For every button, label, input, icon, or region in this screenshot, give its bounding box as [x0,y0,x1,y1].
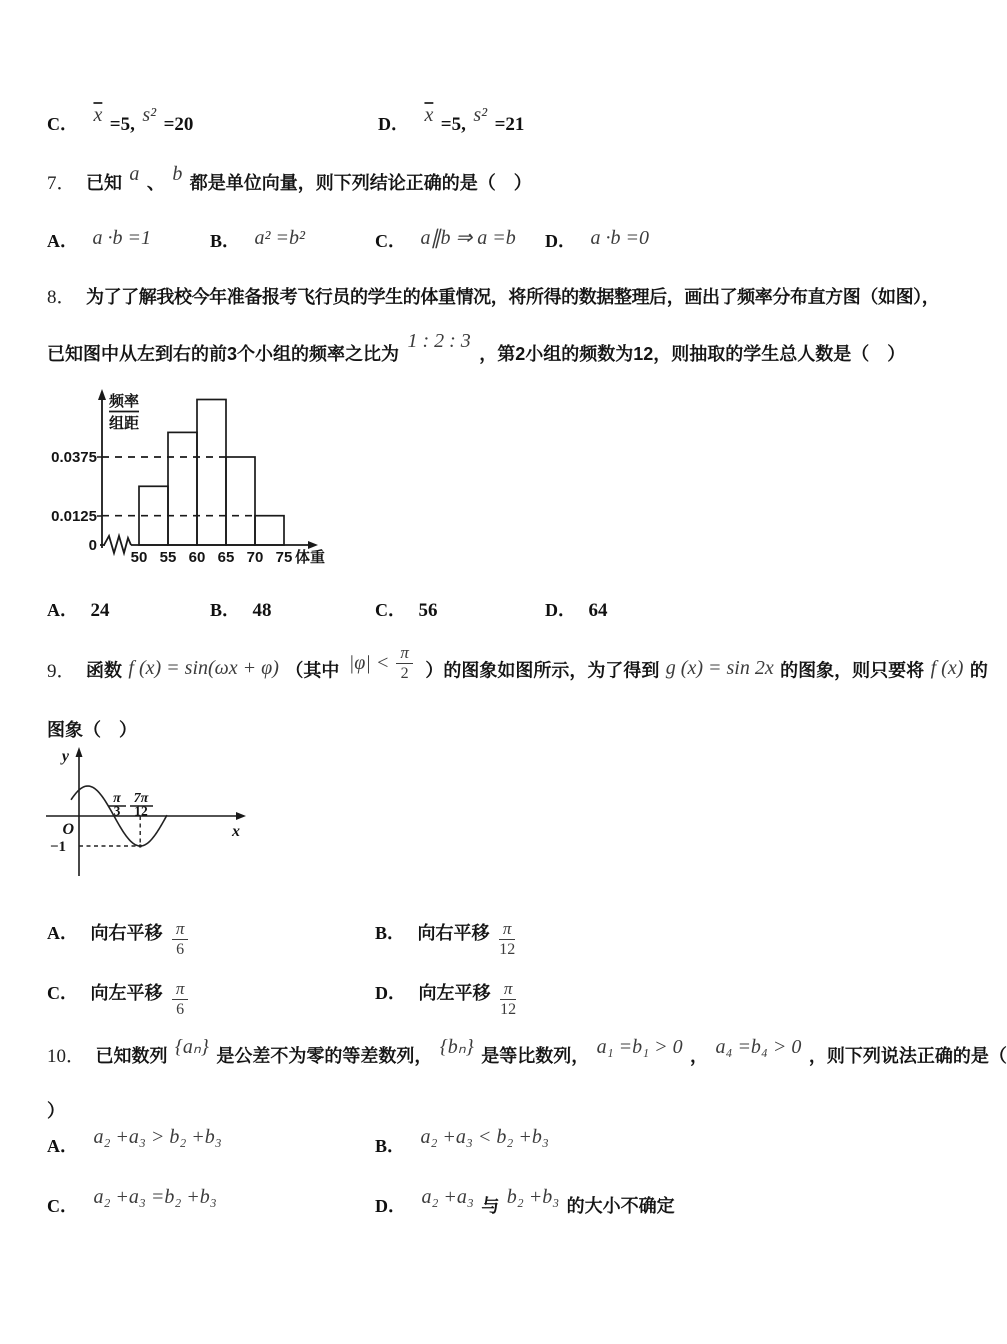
q8-stem-line2-post: ，第2小组的频数为12，则抽取的学生总人数是（ ） [479,344,906,364]
svg-text:0.0375: 0.0375 [51,449,97,466]
q10-number: 10． [47,1046,86,1067]
q10-condition-2: a₄ =b₄ > 0 [715,1036,802,1058]
q8-option-a [47,596,109,622]
q6-option-c-letter: C． [47,114,78,134]
q8-option-a-letter: A． [47,600,78,620]
q10-option-a [47,1126,225,1158]
q6-option-c-variance-symbol: s² [142,104,157,126]
svg-text:75: 75 [275,549,293,566]
q9-stem [47,643,988,690]
q10-option-b [375,1126,552,1158]
q8-option-d-letter: D． [545,600,576,620]
question-6-options-row [0,104,950,144]
q9-option-d [375,976,521,1018]
q7-number: 7． [47,173,76,194]
q9-stem-line2-text: 图象（ ） [47,720,137,740]
question-10-stem-row-1 [0,1036,1007,1075]
q7-option-a-formula: a ·b =1 [92,227,151,249]
q6-option-d-mean-value: =5, [440,114,466,135]
sine-tick-pi3-denominator: 3 [113,803,121,819]
q10-t4: ， [690,1046,709,1066]
q7-separator: 、 [146,173,165,193]
q6-option-c [47,104,194,136]
q10-stem-line2 [47,1097,65,1123]
q9-option-d-letter: D． [375,983,406,1004]
q10-stem-line2-text: ） [47,1101,65,1121]
q10-sequence-b: {bₙ} [439,1036,474,1058]
sine-origin-label: O [62,821,74,838]
q9-f-definition: f (x) = sin(ωx + φ) [128,656,279,679]
q8-option-b [210,596,271,622]
svg-text:60: 60 [188,549,206,566]
q9-option-a-letter: A． [47,923,78,944]
q6-option-d-letter: D． [378,114,409,134]
q9-option-c-frac-den: 6 [176,1001,185,1018]
sine-tick-7pi12-numerator: 7π [133,791,149,806]
q10-t3: 是等比数列， [481,1046,590,1066]
q6-option-c-mean-symbol: $\overline{x}$ [93,104,103,126]
hist-xlabel: 体重 [295,549,326,566]
q7-option-c [375,227,518,253]
q9-option-b-fraction [499,920,516,958]
q9-option-b-frac-den: 12 [499,941,516,958]
q7-option-a-letter: A． [47,231,78,251]
question-10-options-row-2 [0,1186,950,1226]
q9-phi-condition [347,644,418,682]
sine-y-axis-arrow-icon [76,747,83,757]
q10-sequence-a: {aₙ} [174,1036,209,1058]
q10-option-c-formula: a₂ +a₃ =b₂ +b₃ [93,1186,217,1208]
q10-option-d-mid-text: 与 [481,1196,500,1216]
svg-text:0: 0 [88,537,97,554]
q9-option-d-frac-den: 12 [500,1001,517,1018]
sine-tick-7pi12-denominator: 12 [134,803,148,819]
q10-t5: ，则下列说法正确的是（ [808,1046,1007,1066]
sine-tick-pi3-numerator: π [113,791,121,806]
q9-option-c-fraction [172,980,189,1018]
sine-figure [36,744,271,894]
hist-y-axis-arrow-icon [98,389,106,400]
q7-stem [47,163,532,195]
q7-option-d [545,227,651,253]
q7-option-c-letter: C． [375,231,406,251]
q9-option-b [375,916,520,958]
q7-option-d-letter: D． [545,231,576,251]
q8-option-c-value: 56 [418,600,438,621]
sine-minus1-label: −1 [49,839,66,855]
q8-number: 8． [47,287,76,308]
q7-stem-post: 都是单位向量，则下列结论正确的是（ ） [189,173,532,193]
q9-number: 9． [47,660,76,682]
question-7-stem-row [0,163,950,202]
q8-option-b-value: 48 [252,600,272,621]
histogram-figure [51,386,356,586]
q9-option-a-frac-num: π [172,920,189,940]
q9-option-c-letter: C． [47,983,78,1004]
q10-stem [47,1036,1007,1068]
svg-text:70: 70 [246,549,264,566]
q9-option-d-fraction [500,980,517,1018]
q7-option-d-formula: a ·b =0 [590,227,649,249]
q9-phi-fraction [396,644,413,682]
question-8-options-row [0,596,950,630]
q8-option-d [545,596,607,622]
q7-option-b-letter: B． [210,231,241,251]
hist-axis-break-icon [104,536,131,553]
sine-y-label: y [61,748,69,765]
q8-option-c [375,596,437,622]
question-9-options-row-1 [0,916,950,958]
q8-option-b-letter: B． [210,600,241,620]
q7-vector-a: a [129,163,140,185]
hist-ylabel-numerator: 频率 [108,393,140,410]
q6-option-d [378,104,525,136]
q10-option-d [375,1186,675,1218]
q8-option-a-value: 24 [90,600,110,621]
q7-stem-pre: 已知 [85,173,122,193]
q10-option-a-formula: a₂ +a₃ > b₂ +b₃ [93,1126,222,1148]
q10-option-d-letter: D． [375,1196,406,1216]
q9-option-b-frac-num: π [499,920,516,940]
q10-option-d-formula-right: b₂ +b₃ [506,1186,560,1208]
q10-t2: 是公差不为零的等差数列， [216,1046,433,1066]
q10-condition-1: a₁ =b₁ > 0 [596,1036,683,1058]
q6-option-d-variance-value: =21 [494,114,525,135]
question-10-options-row-1 [0,1126,950,1166]
q7-option-b-formula: a² =b² [254,227,305,249]
q9-phi-fraction-numerator: π [396,644,413,664]
q9-phi-abs: |φ| < [348,651,390,674]
svg-text:55: 55 [159,549,177,566]
q9-t1: 函数 [85,660,122,681]
q9-option-d-frac-num: π [500,980,517,1000]
q9-option-d-text: 向左平移 [418,983,491,1004]
q8-stem-line1 [47,282,939,309]
q10-option-c [47,1186,220,1218]
q10-option-c-letter: C． [47,1196,78,1216]
q9-option-b-letter: B． [375,923,406,944]
q7-vector-b: b [172,163,183,185]
question-7-options-row [0,227,950,261]
question-9-options-row-2 [0,976,950,1018]
q10-t1: 已知数列 [95,1046,168,1066]
q9-t2: （其中 [285,660,340,681]
q10-option-d-tail-text: 的大小不确定 [566,1196,675,1216]
hist-ylabel-denominator: 组距 [108,415,140,432]
svg-text:0.0125: 0.0125 [51,508,97,525]
q7-option-a [47,227,153,253]
q8-option-c-letter: C． [375,600,406,620]
hist-x-axis-arrow-icon [308,541,318,549]
sine-x-axis-arrow-icon [236,812,246,820]
svg-text:50: 50 [130,549,148,566]
q10-option-a-letter: A． [47,1136,78,1156]
q10-option-b-letter: B． [375,1136,406,1156]
q9-option-a-text: 向右平移 [90,923,163,944]
q8-stem-line2-pre: 已知图中从左到右的前3个小组的频率之比为 [47,344,400,364]
q9-option-a-frac-den: 6 [176,941,185,958]
question-8-stem-row-1 [0,282,950,316]
q10-option-b-formula: a₂ +a₃ < b₂ +b₃ [420,1126,549,1148]
q9-option-a-fraction [172,920,189,958]
q8-stem-line1-text: 为了了解我校今年准备报考飞行员的学生的体重情况，将所得的数据整理后，画出了频率分布直方图（如图）， [85,287,940,307]
q7-option-b [210,227,307,253]
q9-option-a [47,916,193,958]
question-9-stem-row-1 [0,643,988,686]
q9-t5: 的 [969,660,988,681]
q8-option-d-value: 64 [588,600,608,621]
q6-option-d-mean-symbol: $\overline{x}$ [424,104,434,126]
q9-f-symbol: f (x) [930,656,964,679]
q6-option-c-mean-value: =5, [109,114,135,135]
q6-option-d-variance-symbol: s² [473,104,488,126]
q9-t4: 的图象，则只要将 [780,660,925,681]
q9-stem-line2 [47,716,137,742]
q8-ratio: 1 : 2 : 3 [407,330,471,352]
q9-g-definition: g (x) = sin 2x [665,656,774,679]
question-8-stem-row-2 [0,330,950,374]
q10-option-d-formula-left: a₂ +a₃ [421,1186,474,1208]
q7-option-c-formula: a∥b ⇒ a =b [420,227,516,249]
sine-x-label: x [232,823,240,840]
q9-t3: ）的图象如图所示，为了得到 [425,660,660,681]
q6-option-c-variance-value: =20 [163,114,194,135]
svg-text:65: 65 [217,549,235,566]
q9-option-c [47,976,193,1018]
q9-option-c-frac-num: π [172,980,189,1000]
q9-option-c-text: 向左平移 [90,983,163,1004]
q9-phi-fraction-denominator: 2 [400,665,409,682]
q9-option-b-text: 向右平移 [417,923,490,944]
q8-stem-line2 [47,330,906,366]
hist-bars-group [51,400,292,567]
